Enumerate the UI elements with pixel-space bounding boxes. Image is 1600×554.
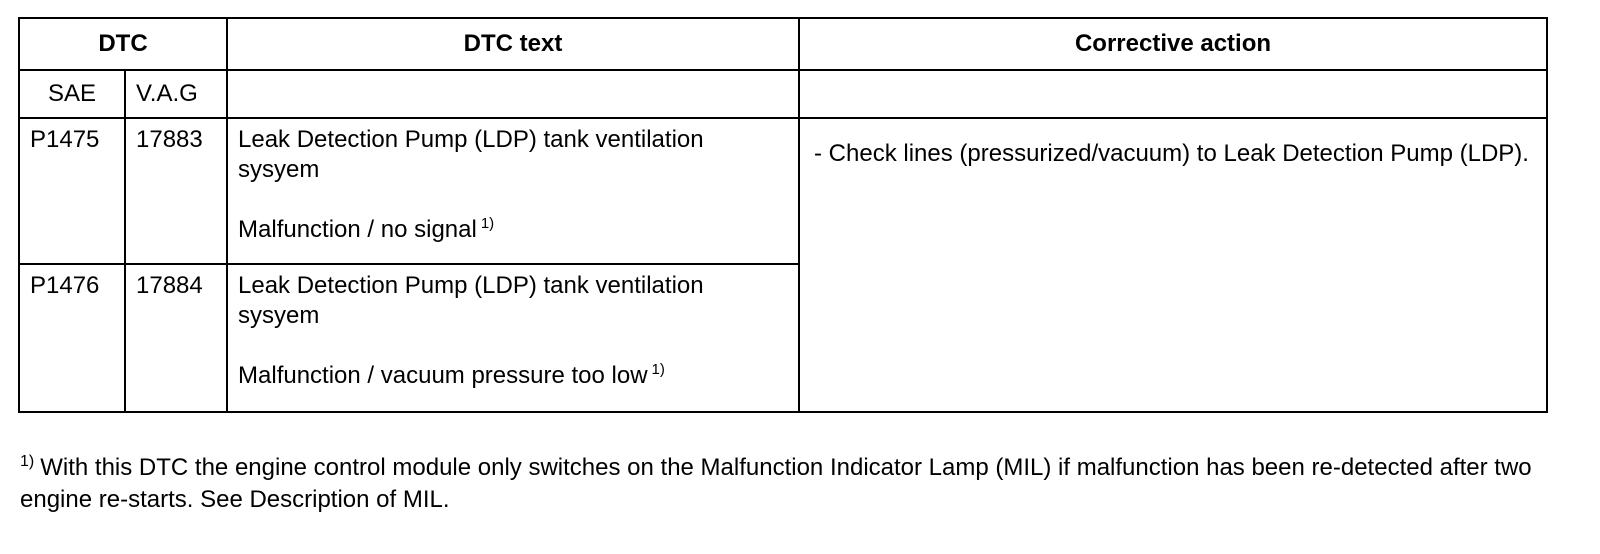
subheader-empty (799, 70, 1547, 118)
footnote-ref: 1) (651, 361, 665, 378)
footnote-text: With this DTC the engine control module only switches on the Malfunction Indicator Lamp (MIL) if malfunction has been re-detected after two engine re-starts. See Description of MIL. (20, 454, 1532, 513)
footnote-ref: 1) (480, 215, 495, 232)
vag-code: 17884 (125, 264, 227, 412)
header-corrective-action: Corrective action (799, 18, 1547, 70)
header-row (19, 18, 1547, 70)
footnote (20, 452, 1540, 516)
sae-code: P1476 (19, 264, 125, 412)
subheader-empty (227, 70, 799, 118)
subheader-vag: V.A.G (125, 70, 227, 118)
dtc-text-cell (227, 118, 799, 264)
dtc-condition: Malfunction / no signal (238, 216, 477, 243)
dtc-description: Leak Detection Pump (LDP) tank ventilation sysyem (238, 272, 704, 329)
sae-code: P1475 (19, 118, 125, 264)
vag-code: 17883 (125, 118, 227, 264)
dtc-condition: Malfunction / vacuum pressure too low (238, 362, 648, 389)
dtc-text-cell (227, 264, 799, 412)
subheader-sae: SAE (19, 70, 125, 118)
subheader-row (19, 70, 1547, 118)
footnote-marker: 1) (20, 453, 35, 470)
dtc-description: Leak Detection Pump (LDP) tank ventilation sysyem (238, 126, 704, 183)
dtc-table (18, 17, 1548, 413)
corrective-action-cell (799, 118, 1547, 412)
header-dtc-text: DTC text (227, 18, 799, 70)
table-row (19, 118, 1547, 264)
header-dtc: DTC (19, 18, 227, 70)
corrective-action-text: - Check lines (pressurized/vacuum) to Leak Detection Pump (LDP). (814, 140, 1529, 167)
